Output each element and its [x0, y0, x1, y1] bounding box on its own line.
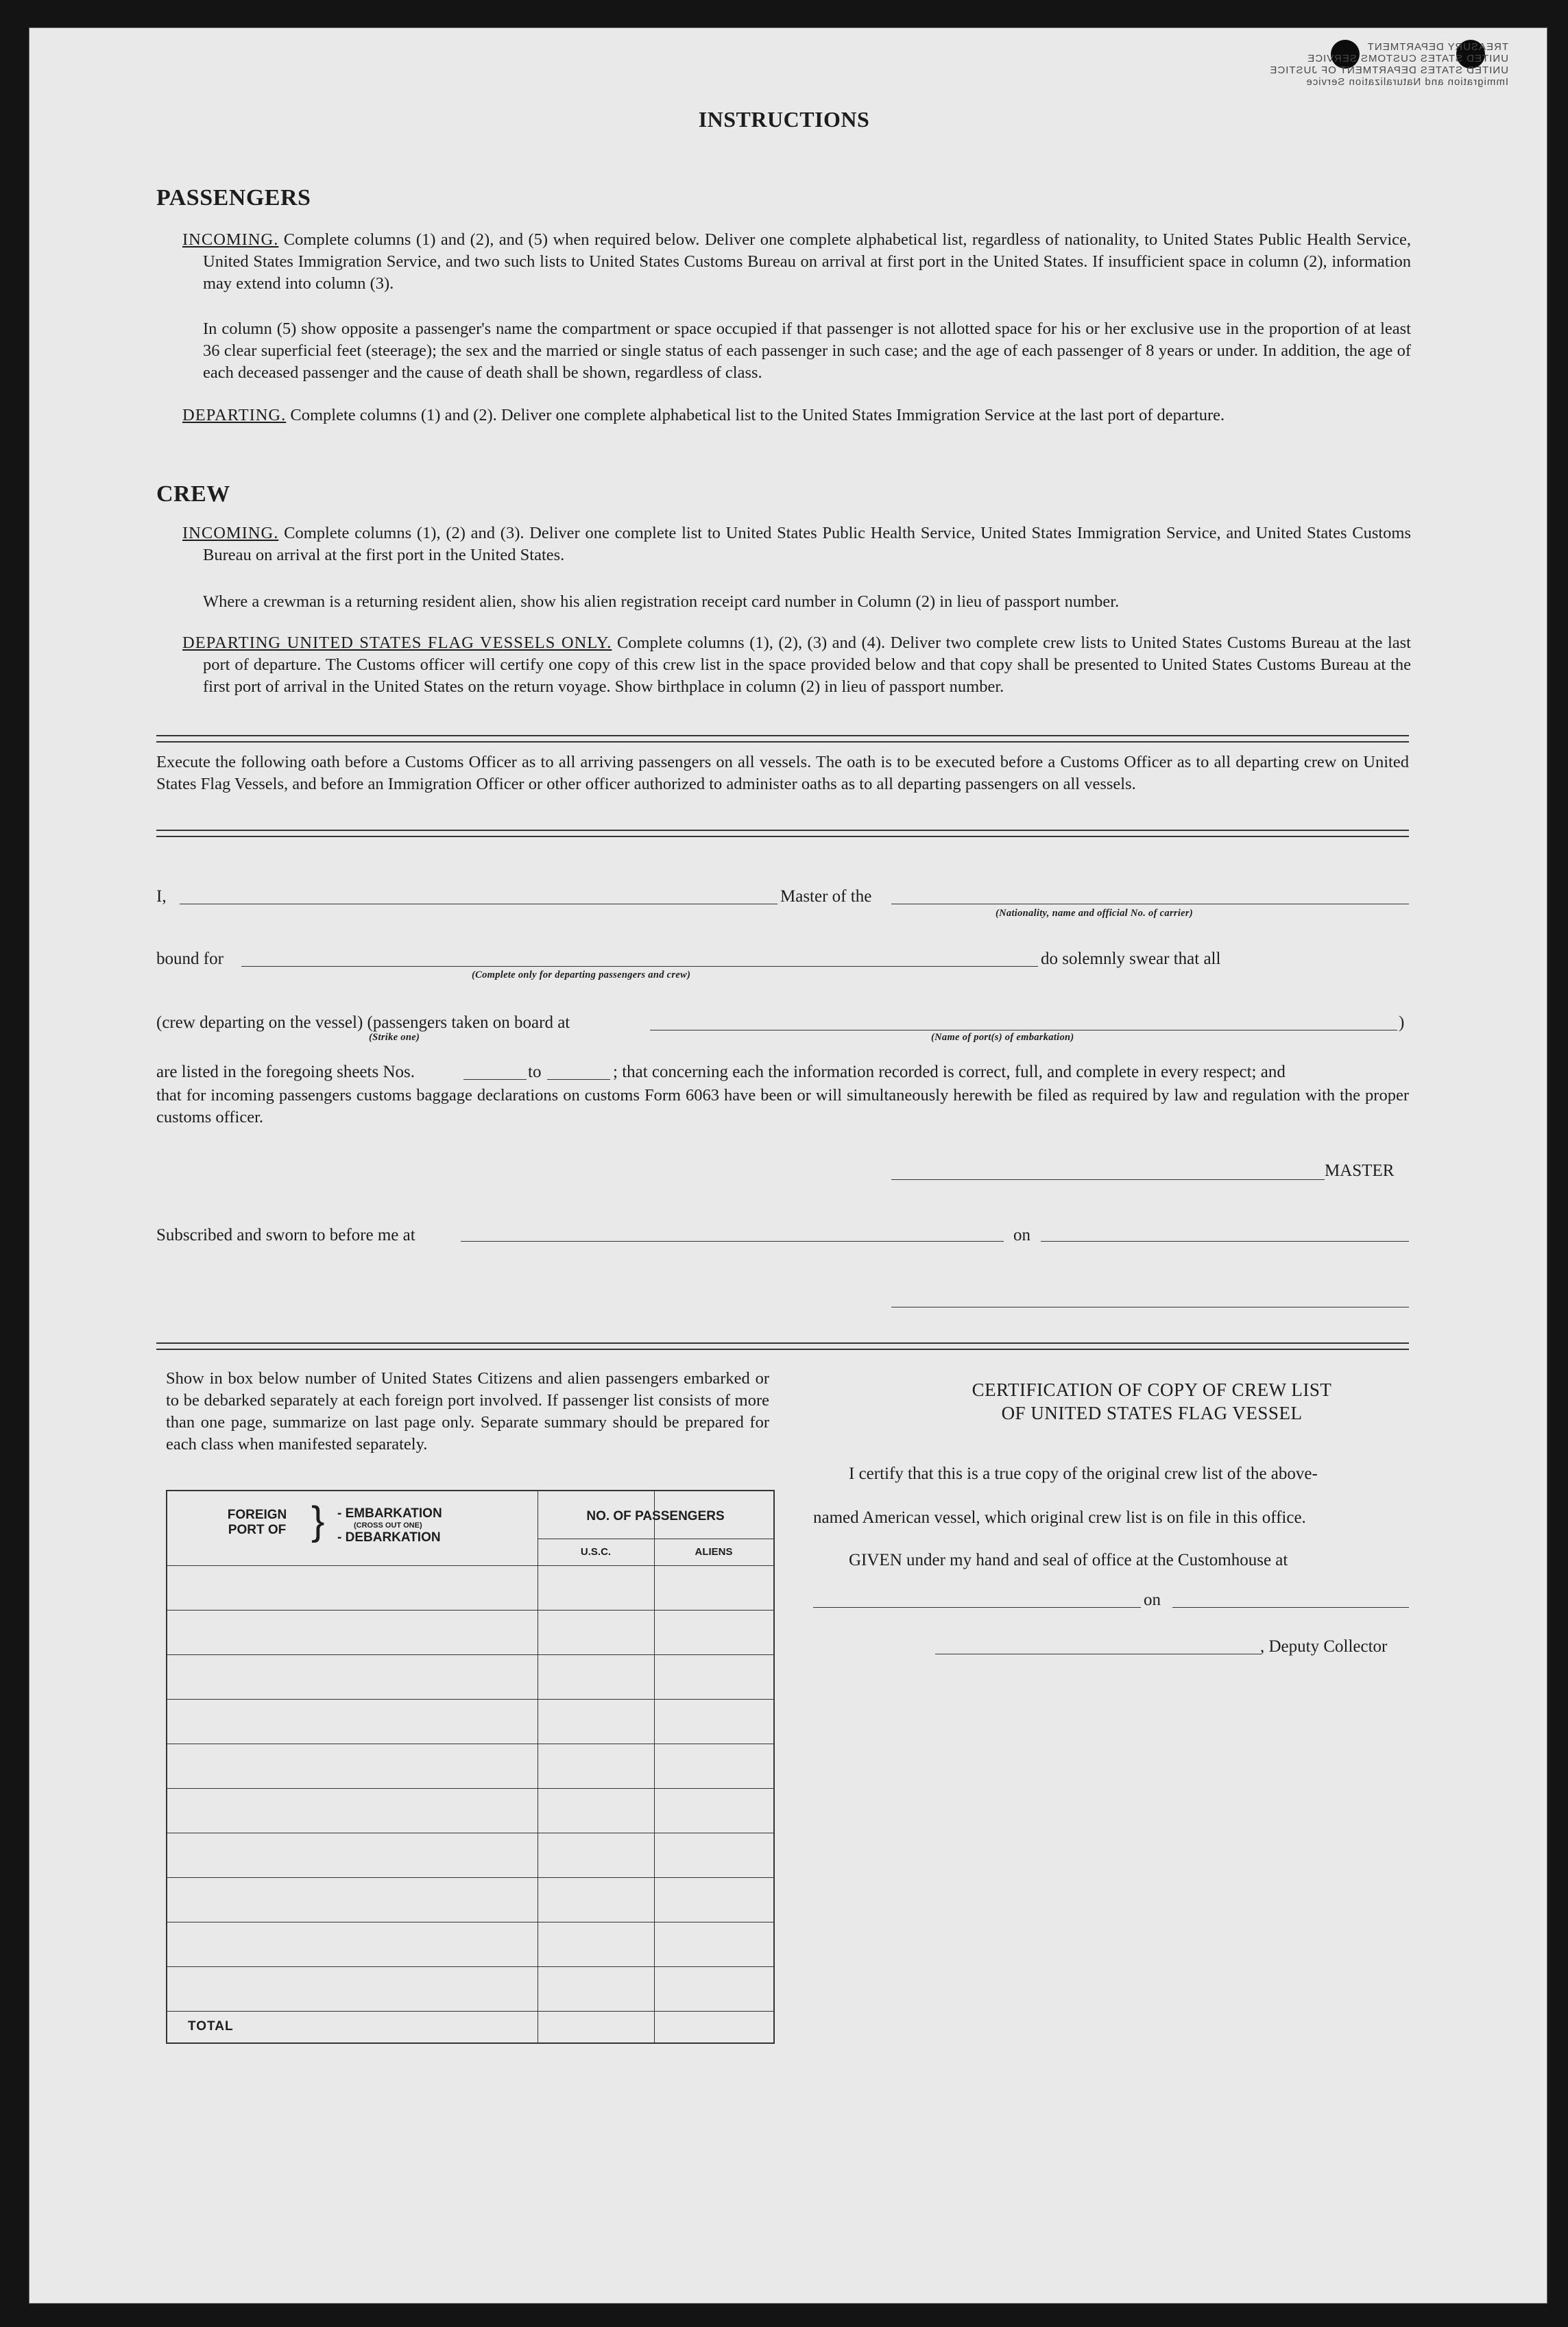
certification-title	[823, 1378, 1481, 1425]
sworn-on-label: on	[1013, 1226, 1030, 1244]
stamp-line: TREASURY DEPARTMENT	[1366, 41, 1508, 53]
listed-to: to	[528, 1063, 542, 1081]
sworn-at-field[interactable]	[461, 1241, 1004, 1242]
crew-crewman: Where a crewman is a returning resident alien, show his alien registration receipt card number in Column (2) in lieu of passport number.	[203, 592, 1120, 611]
oath-instructions: Execute the following oath before a Customs Officer as to all arriving passengers on all vessels. The oath is to be executed before a Customs Officer as to all departing crew on United States Flag Vessels, and before an Immigration Officer or other officer authorized to administer oaths as to all departing passengers on all vessels.	[156, 753, 1409, 793]
given-text: GIVEN under my hand and seal of office at the Customhouse at	[849, 1551, 1288, 1569]
cert-on-label: on	[1144, 1591, 1161, 1609]
certify-line1: I certify that this is a true copy of the original crew list of the above-	[849, 1464, 1318, 1483]
brace: }	[311, 1499, 325, 1543]
bound-for-field[interactable]	[241, 966, 1038, 967]
col-cross-out: (CROSS OUT ONE)	[354, 1521, 422, 1530]
stamp-line: Immigration and Naturalization Service	[1305, 76, 1508, 88]
stamp-line: UNITED STATES CUSTOMS SERVICE	[1307, 53, 1508, 64]
crew-departing-text: (crew departing on the vessel) (passengers taken on board at	[156, 1013, 570, 1032]
passengers-heading: PASSENGERS	[156, 185, 311, 210]
cert-date-field[interactable]	[1172, 1607, 1409, 1608]
subscribed-label: Subscribed and sworn to before me at	[156, 1226, 415, 1244]
crew-departing-text: Complete columns (1), (2), (3) and (4). Deliver two complete crew lists to United States Customs Bureau at the last port of departure. The Customs officer will certify one copy of this crew list in the space provided below and that copy shall be presented to United States Customs Bureau at the first port of arrival in the United States on the return voyage. Show birthplace in column (2) in lieu of passport number.	[203, 634, 1411, 696]
page-title: INSTRUCTIONS	[698, 107, 870, 132]
col-aliens: ALIENS	[695, 1546, 733, 1558]
departing-caption: (Complete only for departing passengers and crew)	[472, 969, 691, 980]
listed-continuation: that for incoming passengers customs baggage declarations on customs Form 6063 have been or will simultaneously herewith be filed as required by law and regulation with the proper customs officer.	[156, 1086, 1409, 1126]
total-label: TOTAL	[188, 2019, 234, 2034]
passengers-incoming-label: INCOMING.	[182, 230, 279, 249]
sworn-date-field[interactable]	[1041, 1241, 1409, 1242]
summary-instructions: Show in box below number of United States Citizens and alien passengers embarked or to be debarked separately at each foreign port involved. If passenger list consists of more than one page, summarize on last page only. Separate summary should be prepared for each class when manifested separately.	[166, 1369, 769, 1454]
sheets-to-field[interactable]	[547, 1079, 610, 1080]
passenger-summary-table	[166, 1490, 775, 2044]
embark-caption: (Name of port(s) of embarkation)	[931, 1032, 1074, 1043]
stamp-line: UNITED STATES DEPARTMENT OF JUSTICE	[1269, 64, 1508, 76]
col-debarkation: - DEBARKATION	[337, 1530, 441, 1545]
passengers-incoming	[182, 229, 1412, 295]
listed-pre: are listed in the foregoing sheets Nos.	[156, 1063, 415, 1081]
carrier-caption: (Nationality, name and official No. of carrier)	[996, 908, 1193, 919]
close-paren: )	[1399, 1013, 1405, 1032]
col-no-passengers: NO. OF PASSENGERS	[586, 1509, 725, 1523]
passengers-incoming-text: Complete columns (1) and (2), and (5) when required below. Deliver one complete alphabetical list, regardless of nationality, to United States Public Health Service, United States Immigration Service, and two such lists to United States Customs Bureau on arrival at first port in the United States. If insufficient space in column (2), information may extend into column (3).	[203, 230, 1412, 293]
passengers-departing	[182, 405, 1411, 426]
passengers-departing-text: Complete columns (1) and (2). Deliver one complete alphabetical list to the United States Immigration Service at the last port of departure.	[290, 406, 1225, 424]
col-usc: U.S.C.	[580, 1546, 612, 1558]
embark-debark-header	[337, 1506, 522, 1545]
col-foreign-port: FOREIGN PORT OF	[227, 1508, 287, 1537]
crew-departing	[182, 632, 1411, 698]
master-label: MASTER	[1325, 1161, 1395, 1180]
crew-incoming	[182, 522, 1412, 566]
listed-post: ; that concerning each the information recorded is correct, full, and complete in every respect; and	[613, 1063, 1286, 1081]
master-of-the-label: Master of the	[780, 887, 872, 906]
customhouse-field[interactable]	[813, 1607, 1141, 1608]
strike-one-caption: (Strike one)	[369, 1032, 420, 1043]
crew-incoming-text: Complete columns (1), (2) and (3). Deliver one complete list to United States Public Health Service, United States Immigration Service, and United States Customs Bureau on arrival at the first port in the United States.	[203, 524, 1412, 564]
bound-for-label: bound for	[156, 950, 224, 968]
swear-text: do solemnly swear that all	[1041, 950, 1221, 968]
mirrored-stamp	[1220, 41, 1508, 88]
crew-departing-label: DEPARTING UNITED STATES FLAG VESSELS ONLY.	[182, 634, 612, 652]
passengers-column5: In column (5) show opposite a passenger's name the compartment or space occupied if that passenger is not allotted space for his or her exclusive use in the proportion of at least 36 clear superficial feet (steerage); the sex and the married or single status of each passenger in such case; and the age of each passenger of 8 years or under. In addition, the age of each deceased passenger and the cause of death shall be shown, regardless of class.	[203, 319, 1411, 382]
double-rule	[156, 830, 1409, 837]
passengers-departing-label: DEPARTING.	[182, 406, 287, 424]
col-embarkation: - EMBARKATION	[337, 1506, 442, 1521]
crew-incoming-label: INCOMING.	[182, 524, 279, 542]
certification-title-line1: CERTIFICATION OF COPY OF CREW LIST	[972, 1379, 1332, 1400]
double-rule	[156, 1342, 1409, 1350]
certification-title-line2: OF UNITED STATES FLAG VESSEL	[1001, 1403, 1303, 1423]
certify-line2: named American vessel, which original crew list is on file in this office.	[813, 1508, 1306, 1527]
double-rule	[156, 735, 1409, 743]
sheets-from-field[interactable]	[463, 1079, 527, 1080]
oath-i-label: I,	[156, 887, 167, 906]
crew-heading: CREW	[156, 481, 230, 507]
master-signature-field[interactable]	[891, 1179, 1325, 1180]
deputy-collector-label: , Deputy Collector	[1260, 1637, 1388, 1656]
